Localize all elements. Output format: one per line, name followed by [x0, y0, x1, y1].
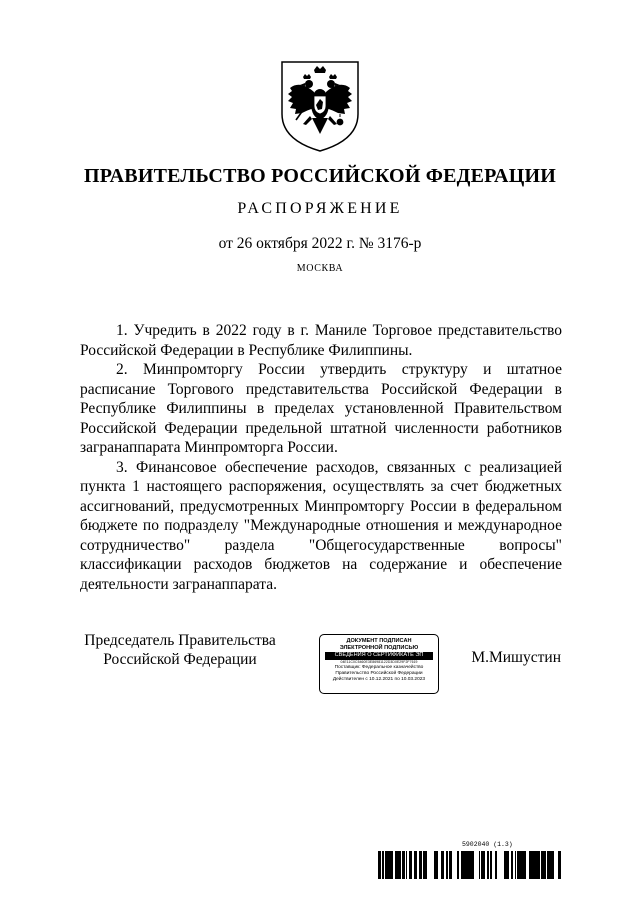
- document-type: РАСПОРЯЖЕНИЕ: [237, 200, 403, 217]
- paragraph-3: 3. Финансовое обеспечение расходов, связанных с реализацией пункта 1 настоящего распоряжения, осуществлять за счет бюджетных ассигнований, предусмотренных Минпромторгу России в федеральном бюджете по подразделу "Международные отношения и международное сотрудничество" раздела "Общегосударственные вопросы" классификации расходов бюджетов на содержание и обеспечение деятельности загранаппарата.: [80, 458, 562, 593]
- electronic-signature-stamp: [319, 634, 439, 694]
- document-code: 5902040 (1.3): [462, 841, 513, 848]
- stamp-line-1: ДОКУМЕНТ ПОДПИСАН: [346, 638, 412, 644]
- barcode: [378, 851, 561, 879]
- city: МОСКВА: [296, 263, 344, 274]
- stamp-issuer: Поставщик: Федеральное казначейство: [334, 664, 424, 670]
- document-body: [80, 321, 562, 594]
- signatory-name: М.Мишустин: [471, 649, 561, 666]
- date-and-number: от 26 октября 2022 г. № 3176-р: [218, 235, 422, 252]
- coat-of-arms-emblem: [276, 58, 364, 154]
- stamp-certificate-header: СВЕДЕНИЯ О СЕРТИФИКАТЕ ЭП: [325, 652, 433, 660]
- paragraph-1: 1. Учредить в 2022 году в г. Маниле Торговое представительство Российской Федерации в Республике Филиппины.: [80, 322, 562, 359]
- stamp-serial: 04E11C0C5460E3E86981122D3D0E29F2F7619: [340, 659, 418, 664]
- paragraph-2: 2. Минпромторгу России утвердить структуру и штатное расписание Торгового представительства Российской Федерации в Республике Филиппины в пределах установленной Правительством Российской Федерации предельной штатной численности работников загранаппарата Минпромторга России.: [80, 361, 562, 456]
- stamp-line-2: ЭЛЕКТРОННОЙ ПОДПИСЬЮ: [339, 644, 419, 651]
- government-title: ПРАВИТЕЛЬСТВО РОССИЙСКОЙ ФЕДЕРАЦИИ: [84, 165, 556, 187]
- stamp-owner: Правительство Российской Федерации: [335, 670, 423, 676]
- signatory-position: [80, 631, 280, 669]
- position-line-1: Председатель Правительства: [84, 632, 276, 649]
- stamp-validity: Действителен с 10.12.2021 по 10.03.2023: [332, 677, 426, 683]
- position-line-2: Российской Федерации: [103, 651, 257, 668]
